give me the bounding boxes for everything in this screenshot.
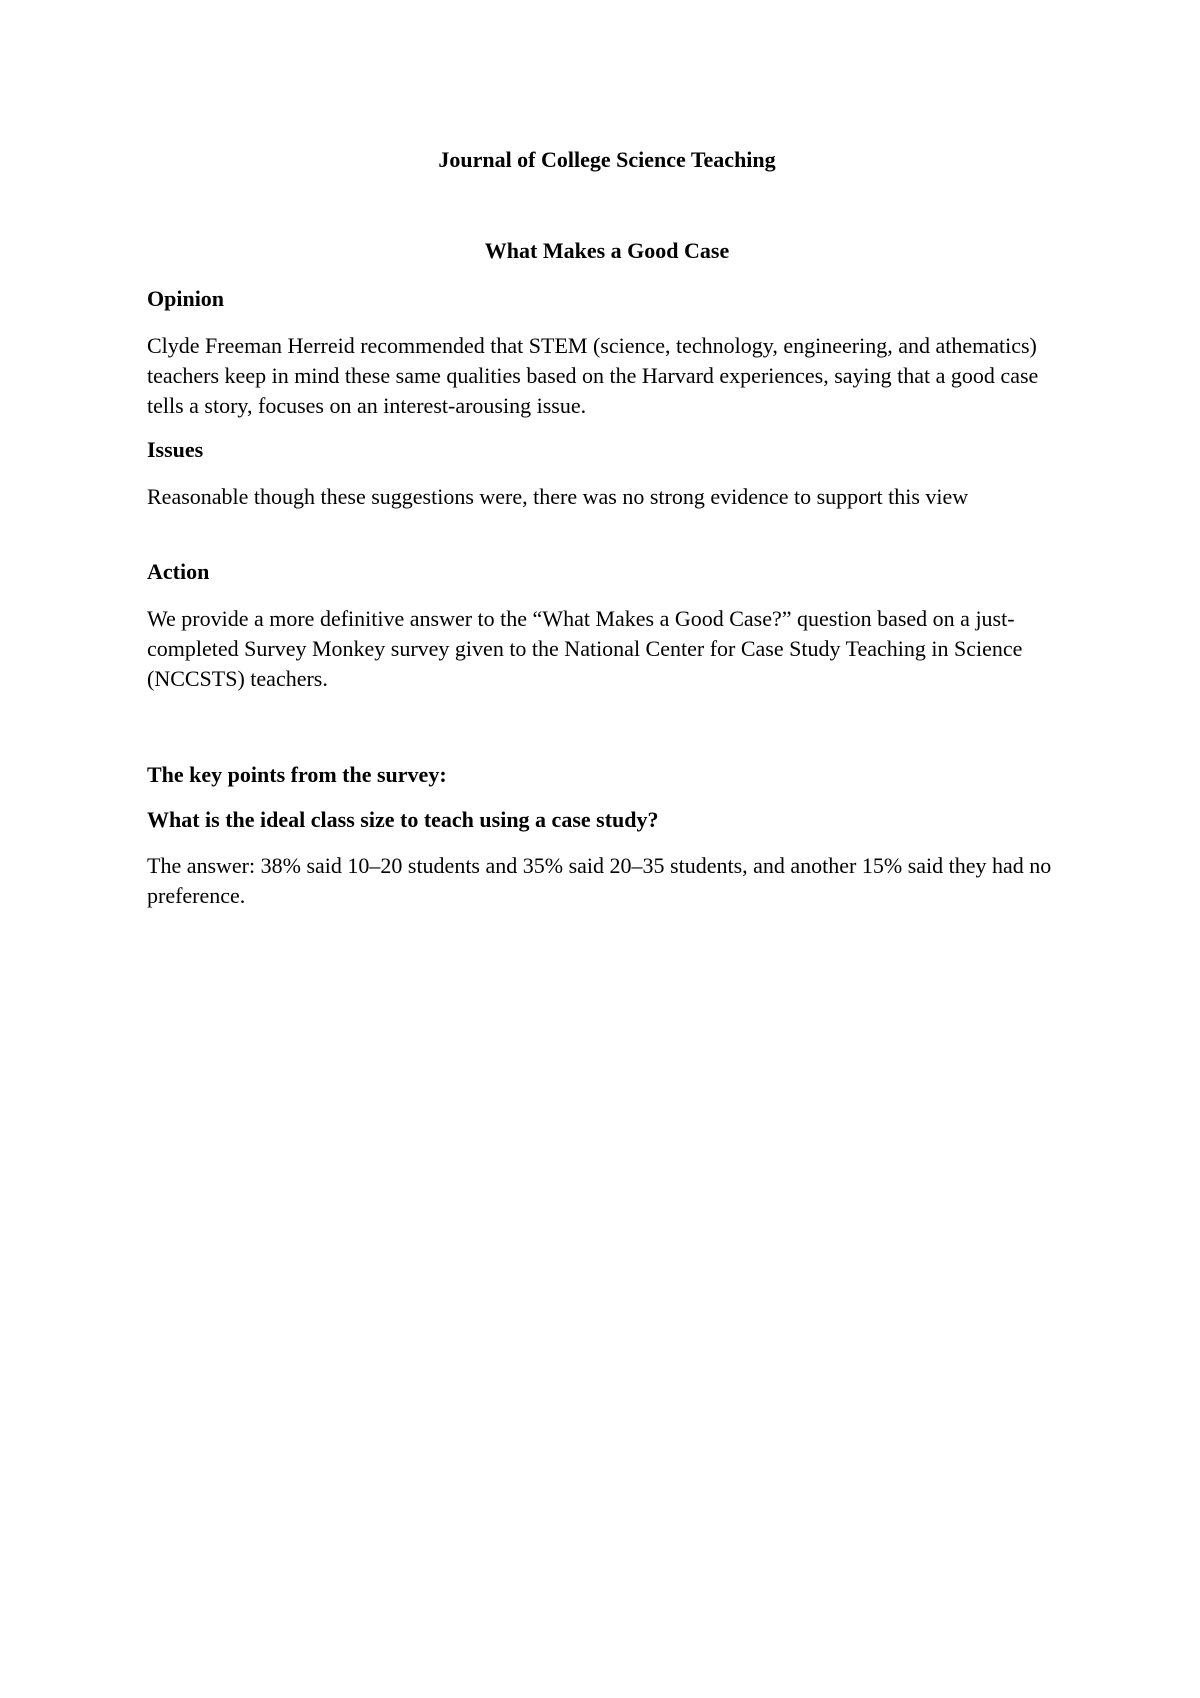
section-text-opinion: Clyde Freeman Herreid recommended that STEM (science, technology, engineering, and athematics) teachers keep in mind these same qualities based on the Harvard experiences, saying that a good case tells a story, focuses on an interest-arousing issue.	[147, 333, 1039, 418]
survey-question: What is the ideal class size to teach using a case study?	[147, 807, 659, 832]
key-points-heading: The key points from the survey:	[147, 762, 447, 787]
journal-title: Journal of College Science Teaching	[438, 147, 776, 172]
section-heading-opinion: Opinion	[147, 286, 225, 311]
survey-answer: The answer: 38% said 10–20 students and 35% said 20–35 students, and another 15% said they had no preference.	[147, 853, 1052, 908]
section-heading-action: Action	[147, 559, 210, 584]
section-text-issues: Reasonable though these suggestions were, there was no strong evidence to support this view	[147, 484, 969, 509]
article-title: What Makes a Good Case	[484, 238, 730, 263]
section-text-action: We provide a more definitive answer to the “What Makes a Good Case?” question based on a just-completed Survey Monkey survey given to the National Center for Case Study Teaching in Science (NCCSTS) teachers.	[147, 606, 1023, 691]
section-heading-issues: Issues	[147, 437, 204, 462]
